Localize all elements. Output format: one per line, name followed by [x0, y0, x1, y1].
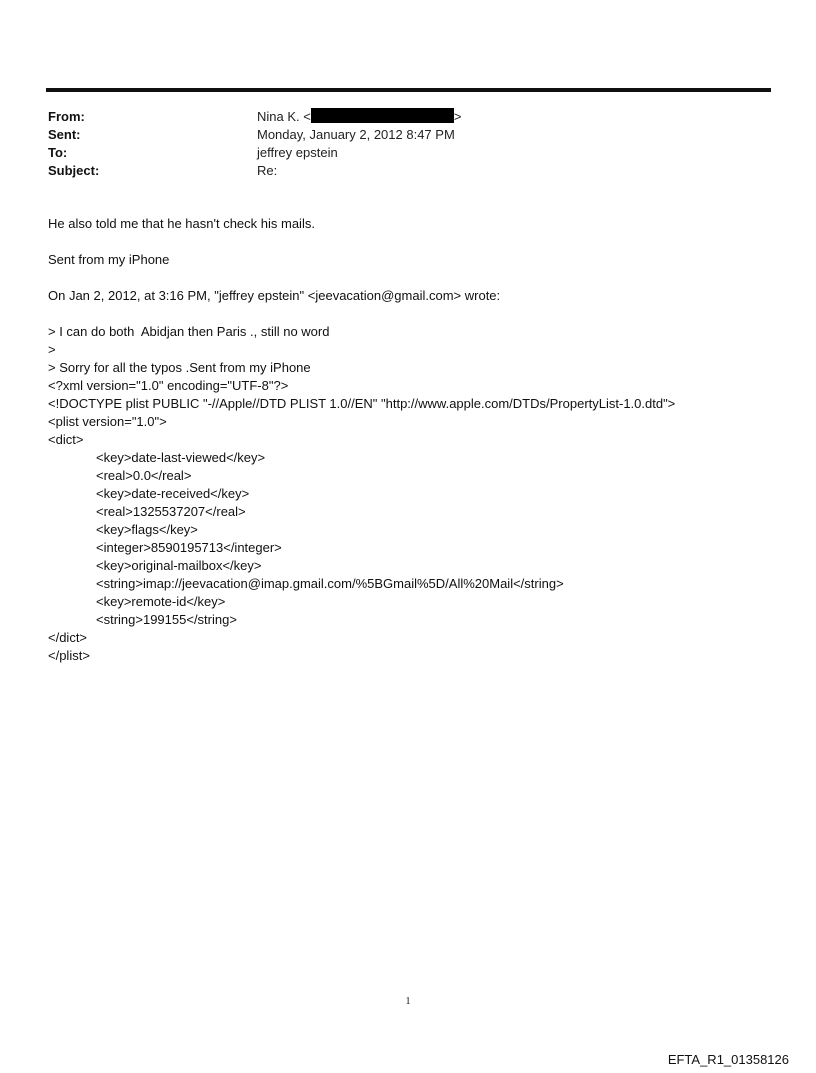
xml-line-3: <plist version="1.0">	[48, 414, 167, 429]
xml-line-5: <key>date-last-viewed</key>	[96, 450, 266, 465]
from-close: >	[453, 109, 462, 124]
subject-value: Re:	[257, 163, 278, 178]
xml-line-15: </dict>	[48, 630, 88, 645]
sent-label: Sent:	[48, 127, 81, 142]
xml-line-7: <key>date-received</key>	[96, 486, 250, 501]
document-id: EFTA_R1_01358126	[667, 1052, 789, 1067]
xml-line-1: <?xml version="1.0" encoding="UTF-8"?>	[48, 378, 289, 393]
xml-line-16: </plist>	[48, 648, 90, 663]
body-line-3: On Jan 2, 2012, at 3:16 PM, "jeffrey epstein" <jeevacation@gmail.com> wrote:	[48, 288, 501, 303]
to-value: jeffrey epstein	[257, 145, 338, 160]
xml-line-13: <key>remote-id</key>	[96, 594, 226, 609]
redaction-block	[311, 108, 454, 123]
body-line-2: Sent from my iPhone	[48, 252, 170, 267]
xml-line-12: <string>imap://jeevacation@imap.gmail.com/%5BGmail%5D/All%20Mail</string>	[96, 576, 564, 591]
quote-line-3: > Sorry for all the typos .Sent from my iPhone	[48, 360, 311, 375]
xml-line-2: <!DOCTYPE plist PUBLIC "-//Apple//DTD PLIST 1.0//EN" "http://www.apple.com/DTDs/PropertyList-1.0.dtd">	[48, 396, 676, 411]
page-number: 1	[405, 996, 411, 1007]
header-rule	[46, 88, 771, 92]
quote-line-1: > I can do both Abidjan then Paris ., still no word	[48, 324, 330, 339]
quote-line-2: >	[48, 342, 56, 357]
from-value	[257, 108, 461, 126]
subject-label: Subject:	[48, 163, 100, 178]
xml-line-9: <key>flags</key>	[96, 522, 198, 537]
xml-line-6: <real>0.0</real>	[96, 468, 192, 483]
xml-line-14: <string>199155</string>	[96, 612, 237, 627]
xml-line-8: <real>1325537207</real>	[96, 504, 246, 519]
xml-line-11: <key>original-mailbox</key>	[96, 558, 262, 573]
from-name: Nina K. <	[257, 109, 311, 124]
from-label: From:	[48, 109, 85, 124]
to-label: To:	[48, 145, 68, 160]
xml-line-10: <integer>8590195713</integer>	[96, 540, 282, 555]
body-line-1: He also told me that he hasn't check his mails.	[48, 216, 315, 231]
sent-value: Monday, January 2, 2012 8:47 PM	[257, 127, 455, 142]
xml-line-4: <dict>	[48, 432, 84, 447]
